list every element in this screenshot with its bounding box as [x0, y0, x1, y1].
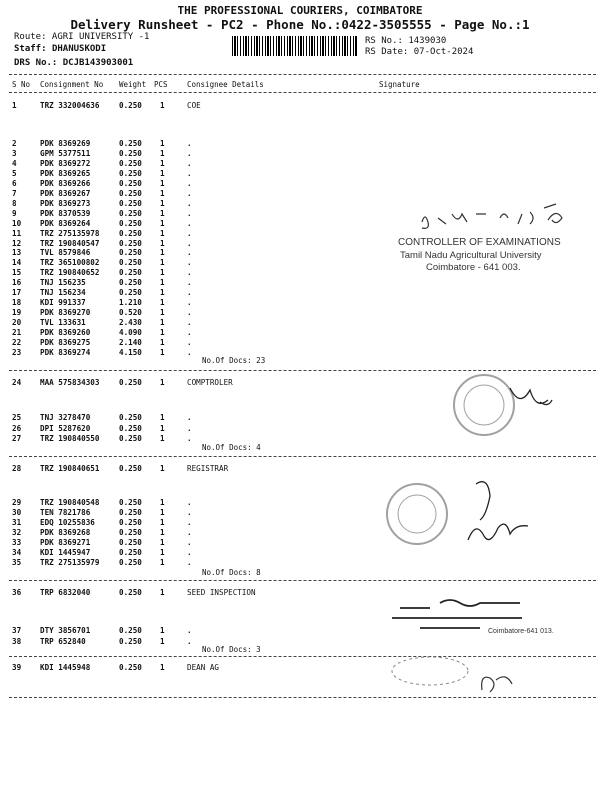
col-header-signature: Signature	[379, 80, 420, 89]
cell-pcs: 1	[160, 308, 165, 318]
consignee-dot: .	[187, 413, 192, 422]
consignee-dot: .	[187, 139, 192, 148]
coe-stamp-line1: CONTROLLER OF EXAMINATIONS	[398, 237, 561, 248]
cell-pcs: 1	[160, 318, 165, 328]
rs-number: RS No.: 1439030	[365, 36, 447, 46]
cell-cno: PDK 8369269	[40, 139, 91, 148]
cell-sno: 29	[12, 498, 22, 507]
cell-sno: 4	[12, 158, 17, 168]
cell-sno: 35	[12, 558, 22, 567]
consignee-dot: .	[187, 626, 192, 635]
cell-sno: 18	[12, 298, 22, 308]
consignee-name: COMPTROLER	[187, 378, 233, 387]
cell-sno: 38	[12, 636, 22, 646]
cell-wt: 0.250	[119, 636, 142, 646]
cell-sno: 31	[12, 518, 22, 527]
cell-pcs: 1	[160, 208, 165, 218]
consignee-dot: .	[187, 188, 192, 198]
cell-sno: 12	[12, 238, 22, 248]
cell-cno: TNJ 156235	[40, 278, 86, 288]
col-header-pcs: PCS	[154, 80, 168, 89]
consignee-dot: .	[187, 208, 192, 218]
cell-wt: 0.250	[119, 663, 142, 672]
cell-cno: EDQ 10255836	[40, 518, 95, 527]
cell-wt: 0.250	[119, 434, 142, 443]
cell-wt: 0.250	[119, 139, 142, 148]
col-header-sno: S No	[12, 80, 31, 89]
cell-wt: 1.210	[119, 298, 142, 308]
docs-count: No.Of Docs: 4	[202, 443, 261, 452]
cell-wt: 0.250	[119, 188, 142, 198]
cell-pcs: 1	[160, 538, 165, 547]
cell-cno: KDI 991337	[40, 298, 86, 308]
consignee-dot: .	[187, 258, 192, 268]
consignee-dot: .	[187, 228, 192, 238]
cell-wt: 0.250	[119, 518, 142, 527]
coe-stamp-line2: Tamil Nadu Agricultural University	[400, 250, 542, 261]
cell-sno: 17	[12, 288, 22, 298]
cell-cno: PDK 8369270	[40, 308, 91, 318]
consignee-dot: .	[187, 508, 192, 517]
cell-pcs: 1	[160, 178, 165, 188]
cell-pcs: 1	[160, 248, 165, 258]
cell-cno: KDI 1445947	[40, 548, 91, 557]
cell-wt: 0.250	[119, 528, 142, 537]
cell-pcs: 1	[160, 148, 165, 158]
cell-sno: 2	[12, 139, 17, 148]
cell-sno: 10	[12, 218, 22, 228]
cell-wt: 0.250	[119, 198, 142, 208]
cell-cno: PDK 8369265	[40, 168, 91, 178]
seed-stamp-text: Coimbatore-641 013.	[488, 628, 554, 635]
consignee-dot: .	[187, 298, 192, 308]
cell-pcs: 1	[160, 298, 165, 308]
consignee-dot: .	[187, 268, 192, 278]
cell-cno: DPI 5287620	[40, 423, 91, 433]
cell-pcs: 1	[160, 101, 165, 110]
cell-cno: PDK 8369272	[40, 158, 91, 168]
cell-wt: 0.250	[119, 288, 142, 298]
cell-cno: TRP 6832040	[40, 588, 91, 597]
cell-wt: 0.250	[119, 268, 142, 278]
cell-pcs: 1	[160, 636, 165, 646]
consignee-dot: .	[187, 338, 192, 347]
consignee-name: COE	[187, 101, 201, 110]
consignee-dot: .	[187, 528, 192, 537]
seed-stamp-mark	[392, 600, 522, 628]
consignee-dot: .	[187, 238, 192, 248]
cell-wt: 0.250	[119, 378, 142, 387]
cell-pcs: 1	[160, 338, 165, 347]
cell-wt: 0.250	[119, 208, 142, 218]
consignee-dot: .	[187, 347, 192, 357]
cell-pcs: 1	[160, 168, 165, 178]
cell-wt: 4.150	[119, 347, 142, 357]
docs-count: No.Of Docs: 3	[202, 645, 261, 654]
consignee-dot: .	[187, 558, 192, 567]
registrar-signature	[468, 482, 528, 540]
consignee-dot: .	[187, 148, 192, 158]
consignee-dot: .	[187, 518, 192, 527]
cell-wt: 0.520	[119, 308, 142, 318]
staff-name: DHANUSKODI	[51, 44, 107, 54]
cell-cno: PDK 8369260	[40, 328, 91, 338]
consignee-dot: .	[187, 308, 192, 318]
cell-sno: 37	[12, 626, 22, 635]
cell-pcs: 1	[160, 347, 165, 357]
cell-cno: TRZ 332004636	[40, 101, 100, 110]
cell-sno: 5	[12, 168, 17, 178]
cell-sno: 15	[12, 268, 22, 278]
cell-pcs: 1	[160, 238, 165, 248]
company-title: THE PROFESSIONAL COURIERS, COIMBATORE	[177, 4, 423, 17]
cell-sno: 27	[12, 434, 22, 443]
consignee-dot: .	[187, 328, 192, 338]
cell-wt: 0.250	[119, 218, 142, 228]
cell-pcs: 1	[160, 548, 165, 557]
cell-wt: 2.140	[119, 338, 142, 347]
cell-wt: 0.250	[119, 508, 142, 517]
cell-pcs: 1	[160, 288, 165, 298]
cell-pcs: 1	[160, 528, 165, 537]
cell-cno: DTY 3856701	[40, 626, 91, 635]
cell-wt: 0.250	[119, 548, 142, 557]
cell-cno: TVL 133631	[40, 318, 86, 328]
docs-count: No.Of Docs: 8	[202, 568, 261, 577]
docs-count: No.Of Docs: 23	[202, 356, 266, 365]
cell-wt: 4.090	[119, 328, 142, 338]
cell-pcs: 1	[160, 158, 165, 168]
cell-sno: 20	[12, 318, 22, 328]
cell-cno: PDK 8369264	[40, 218, 91, 228]
cell-sno: 3	[12, 148, 17, 158]
cell-cno: PDK 8369271	[40, 538, 91, 547]
consignee-name: DEAN AG	[187, 663, 220, 672]
cell-wt: 0.250	[119, 464, 142, 473]
cell-pcs: 1	[160, 188, 165, 198]
cell-wt: 0.250	[119, 228, 142, 238]
cell-wt: 0.250	[119, 258, 142, 268]
cell-wt: 2.430	[119, 318, 142, 328]
cell-cno: TRZ 190840547	[40, 238, 100, 248]
runsheet-title: Delivery Runsheet - PC2 - Phone No.:0422-3505555 - Page No.:1	[70, 17, 530, 32]
cell-cno: PDK 8369275	[40, 338, 91, 347]
consignee-dot: .	[187, 158, 192, 168]
cell-pcs: 1	[160, 268, 165, 278]
cell-sno: 36	[12, 588, 22, 597]
cell-sno: 7	[12, 188, 17, 198]
cell-pcs: 1	[160, 139, 165, 148]
cell-pcs: 1	[160, 258, 165, 268]
cell-sno: 22	[12, 338, 22, 347]
cell-cno: TRZ 190840550	[40, 434, 100, 443]
cell-cno: TRZ 275135978	[40, 228, 100, 238]
cell-wt: 0.250	[119, 626, 142, 635]
cell-sno: 16	[12, 278, 22, 288]
cell-sno: 33	[12, 538, 22, 547]
cell-pcs: 1	[160, 228, 165, 238]
dean-signature	[482, 677, 512, 692]
drs-number: DRS No.: DCJB143903001	[14, 58, 134, 68]
cell-pcs: 1	[160, 588, 165, 597]
cell-cno: PDK 8369274	[40, 347, 91, 357]
cell-sno: 19	[12, 308, 22, 318]
cell-sno: 14	[12, 258, 22, 268]
cell-pcs: 1	[160, 423, 165, 433]
cell-cno: TRZ 190840652	[40, 268, 100, 278]
col-header-consignee: Consignee Details	[187, 80, 264, 89]
consignee-dot: .	[187, 498, 192, 507]
cell-wt: 0.250	[119, 238, 142, 248]
coe-stamp-line3: Coimbatore - 641 003.	[426, 262, 521, 273]
consignee-dot: .	[187, 423, 192, 433]
cell-sno: 26	[12, 423, 22, 433]
cell-cno: TNJ 156234	[40, 288, 86, 298]
cell-pcs: 1	[160, 518, 165, 527]
cell-cno: TNJ 3278470	[40, 413, 91, 422]
cell-cno: KDI 1445948	[40, 663, 91, 672]
consignee-dot: .	[187, 636, 192, 646]
registrar-stamp	[387, 484, 447, 544]
cell-wt: 0.250	[119, 168, 142, 178]
consignee-dot: .	[187, 198, 192, 208]
cell-pcs: 1	[160, 328, 165, 338]
cell-sno: 8	[12, 198, 17, 208]
cell-cno: TRZ 365100802	[40, 258, 100, 268]
cell-sno: 39	[12, 663, 22, 672]
cell-wt: 0.250	[119, 101, 142, 110]
cell-wt: 0.250	[119, 158, 142, 168]
coe-signature	[422, 204, 562, 228]
cell-wt: 0.250	[119, 588, 142, 597]
col-header-consignment: Consignment No	[40, 80, 104, 89]
cell-cno: GPM 5377511	[40, 148, 91, 158]
cell-sno: 25	[12, 413, 22, 422]
cell-wt: 0.250	[119, 248, 142, 258]
consignee-dot: .	[187, 218, 192, 228]
cell-sno: 9	[12, 208, 17, 218]
consignee-name: REGISTRAR	[187, 464, 229, 473]
consignee-dot: .	[187, 168, 192, 178]
cell-sno: 28	[12, 464, 22, 473]
cell-cno: TEN 7821786	[40, 508, 91, 517]
cell-cno: TRP 652840	[40, 636, 86, 646]
cell-wt: 0.250	[119, 178, 142, 188]
cell-cno: TRZ 190840548	[40, 498, 100, 507]
cell-sno: 13	[12, 248, 22, 258]
consignee-name: SEED INSPECTION	[187, 588, 256, 597]
cell-wt: 0.250	[119, 278, 142, 288]
staff-label: Staff:	[14, 44, 47, 54]
cell-sno: 6	[12, 178, 17, 188]
cell-sno: 32	[12, 528, 22, 537]
cell-cno: PDK 8369267	[40, 188, 91, 198]
cell-cno: PDK 8369268	[40, 528, 91, 537]
consignee-dot: .	[187, 318, 192, 328]
cell-sno: 21	[12, 328, 22, 338]
cell-wt: 0.250	[119, 413, 142, 422]
cell-pcs: 1	[160, 413, 165, 422]
cell-cno: TRZ 190840651	[40, 464, 100, 473]
cell-sno: 23	[12, 347, 22, 357]
cell-wt: 0.250	[119, 498, 142, 507]
cell-cno: TRZ 275135979	[40, 558, 100, 567]
cell-wt: 0.250	[119, 148, 142, 158]
cell-pcs: 1	[160, 663, 165, 672]
consignee-dot: .	[187, 178, 192, 188]
comptroller-signature	[510, 388, 552, 405]
rs-date: RS Date: 07-Oct-2024	[365, 47, 474, 57]
cell-sno: 11	[12, 228, 22, 238]
consignee-dot: .	[187, 248, 192, 258]
cell-cno: PDK 8369266	[40, 178, 91, 188]
cell-sno: 1	[12, 101, 17, 110]
col-header-weight: Weight	[119, 80, 147, 89]
cell-sno: 34	[12, 548, 22, 557]
cell-wt: 0.250	[119, 423, 142, 433]
dean-stamp	[392, 657, 468, 685]
cell-pcs: 1	[160, 498, 165, 507]
cell-sno: 24	[12, 378, 22, 387]
cell-wt: 0.250	[119, 538, 142, 547]
cell-pcs: 1	[160, 378, 165, 387]
consignee-dot: .	[187, 278, 192, 288]
cell-pcs: 1	[160, 278, 165, 288]
cell-cno: PDK 8370539	[40, 208, 91, 218]
consignee-dot: .	[187, 548, 192, 557]
cell-pcs: 1	[160, 198, 165, 208]
cell-pcs: 1	[160, 464, 165, 473]
consignee-dot: .	[187, 538, 192, 547]
cell-pcs: 1	[160, 218, 165, 228]
cell-cno: TVL 8579846	[40, 248, 91, 258]
cell-wt: 0.250	[119, 558, 142, 567]
cell-pcs: 1	[160, 558, 165, 567]
route-label: Route: AGRI UNIVERSITY -1	[14, 32, 150, 42]
cell-pcs: 1	[160, 434, 165, 443]
cell-pcs: 1	[160, 626, 165, 635]
consignee-dot: .	[187, 288, 192, 298]
cell-cno: MAA 575834303	[40, 378, 100, 387]
comptroller-stamp	[454, 375, 514, 435]
cell-sno: 30	[12, 508, 22, 517]
cell-pcs: 1	[160, 508, 165, 517]
cell-cno: PDK 8369273	[40, 198, 91, 208]
consignee-dot: .	[187, 434, 192, 443]
